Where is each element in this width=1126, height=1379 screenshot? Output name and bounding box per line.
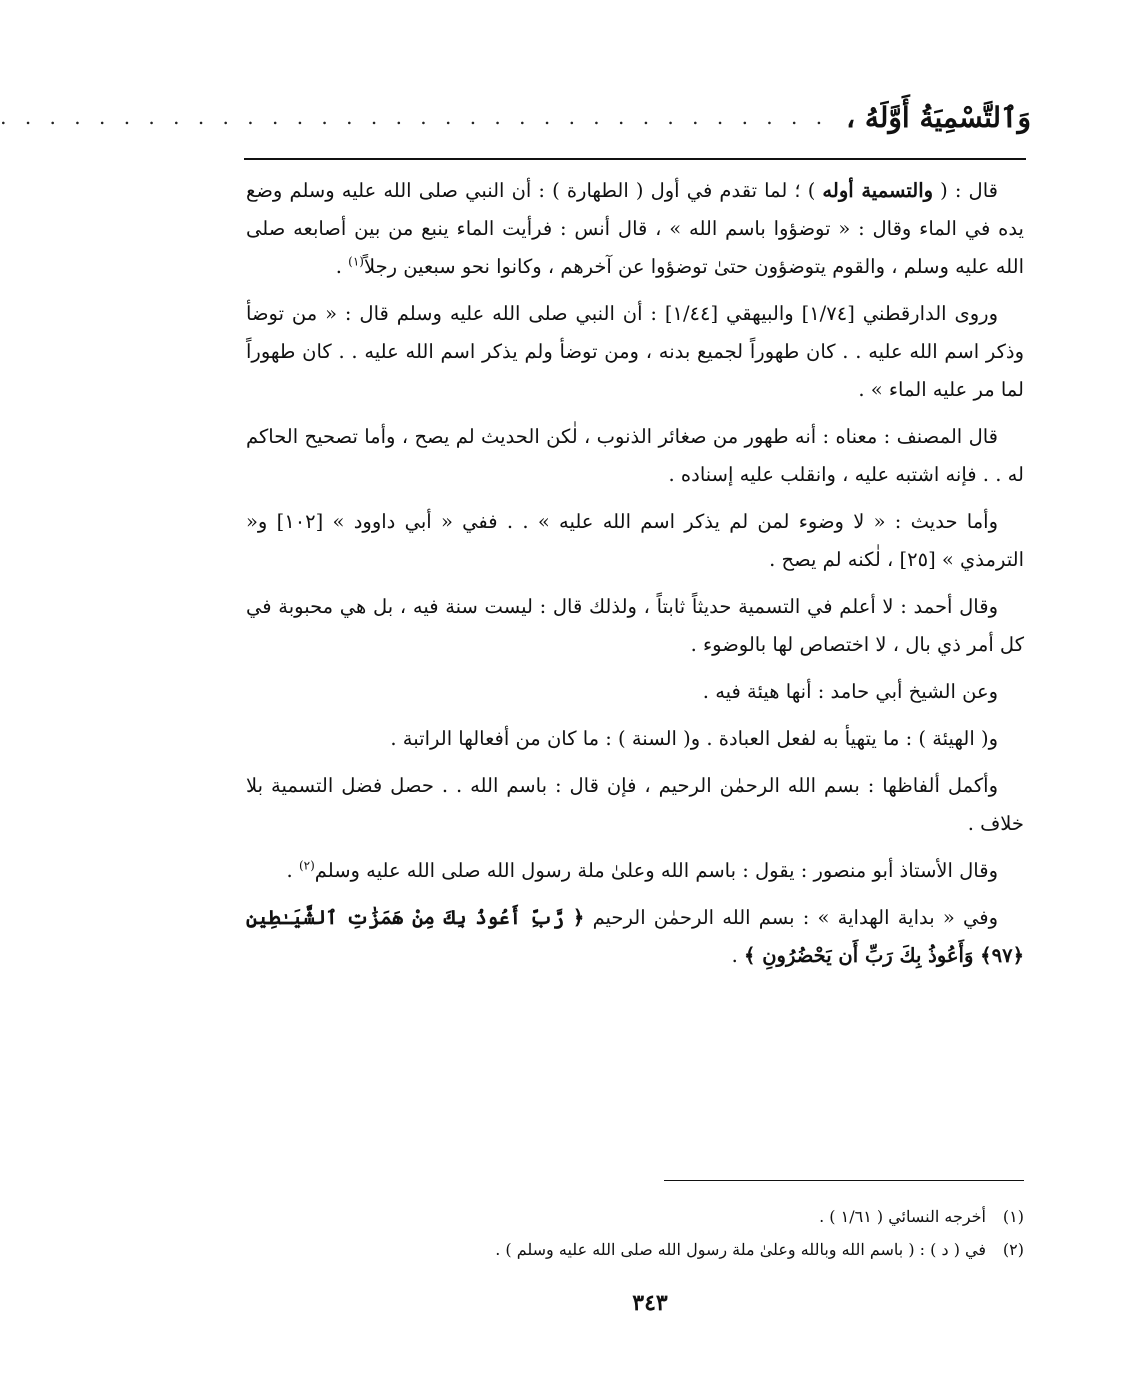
header-rule (244, 158, 1026, 160)
page-number: ٣٤٣ (632, 1290, 668, 1316)
footnote-1 (246, 1200, 1024, 1233)
matn-header (0, 92, 1031, 142)
footnotes (246, 1200, 1024, 1266)
paragraph-7: و( الهيئة ) : ما يتهيأ به لفعل العبادة . و( السنة ) : ما كان من أفعالها الراتبة . (390, 727, 998, 750)
paragraph-text: وقال الأستاذ أبو منصور : يقول : باسم الله وعلىٰ ملة رسول الله صلى الله عليه وسلم (314, 859, 998, 882)
paragraph-8: وأكمل ألفاظها : بسم الله الرحمٰن الرحيم ، فإن قال : باسم الله . . حصل فضل التسمية بلا خلاف . (246, 774, 1024, 835)
paragraph-10 (246, 899, 1024, 975)
footnote-ref-1[interactable]: (١) (348, 254, 364, 269)
footnote-2 (246, 1233, 1024, 1266)
commentary-body (246, 172, 1024, 984)
paragraph-end: . (731, 944, 744, 967)
matn-quote: والتسمية أوله (822, 179, 934, 202)
paragraph-end: . (335, 255, 349, 278)
paragraph-9 (246, 852, 1024, 890)
matn-text: وَٱلتَّسْمِيَةُ أَوَّلَهُ ، (846, 100, 1031, 134)
paragraph-1 (246, 172, 1024, 286)
paragraph-text: وفي « بداية الهداية » : بسم الله الرحمٰن الرحيم (584, 906, 998, 929)
paragraph-2: وروى الدارقطني [١/٧٤] والبيهقي [١/٤٤] : أن النبي صلى الله عليه وسلم قال : « من توضأ وذكر اسم الله عليه . . كان طهوراً لجميع بدنه ، ومن توضأ ولم يذكر اسم الله عليه . . كان طهوراً لما مر عليه الماء » . (246, 302, 1024, 401)
footnote-text: أخرجه النسائي ( ١/٦١ ) . (819, 1207, 986, 1226)
paragraph-end: . (286, 859, 299, 882)
paragraph-6: وعن الشيخ أبي حامد : أنها هيئة فيه . (702, 680, 998, 703)
footnote-number: (١) (1002, 1207, 1024, 1226)
footnote-rule (664, 1180, 1024, 1181)
footnote-ref-2[interactable]: (٢) (298, 858, 315, 873)
paragraph-5: وقال أحمد : لا أعلم في التسمية حديثاً ثابتاً ، ولذلك قال : ليست سنة فيه ، بل هي محبوبة في كل أمر ذي بال ، لا اختصاص لها بالوضوء . (246, 595, 1024, 656)
quran-verse: ﴿ رَّبِّ أَعُوذُ بِكَ مِنْ هَمَزَٰتِ ٱلشَّيَـٰطِينِ ﴿٩٧﴾ وَأَعُوذُ بِكَ رَبِّ أَن يَحْضُرُونِ ﴾ (246, 906, 1024, 967)
paragraph-3: قال المصنف : معناه : أنه طهور من صغائر الذنوب ، لٰكن الحديث لم يصح ، وأما تصحيح الحاكم له . . فإنه اشتبه عليه ، وانقلب عليه إسناده . (246, 425, 1024, 486)
matn-dots: . . . . . . . . . . . . . . . . . . . . . . . . . . . . . . . . . . (0, 105, 829, 129)
paragraph-text: قال : ( (933, 179, 998, 202)
paragraph-4: وأما حديث : « لا وضوء لمن لم يذكر اسم الله عليه » . . ففي « أبي داوود » [١٠٢] و« الترمذي » [٢٥] ، لٰكنه لم يصح . (246, 510, 1024, 571)
footnote-text: في ( د ) : ( باسم الله وبالله وعلىٰ ملة رسول الله صلى الله عليه وسلم ) . (495, 1240, 986, 1259)
paragraph-text: ) ؛ لما تقدم في أول ( الطهارة ) : أن النبي صلى الله عليه وسلم وضع يده في الماء وقال : « توضؤوا باسم الله » ، قال أنس : فرأيت الماء ينبع من بين أصابعه صلى الله عليه وسلم ، والقوم يتوضؤون حتىٰ توضؤوا عن آخرهم ، وكانوا نحو سبعين رجلاً (246, 179, 1024, 278)
footnote-number: (٢) (1002, 1240, 1024, 1259)
